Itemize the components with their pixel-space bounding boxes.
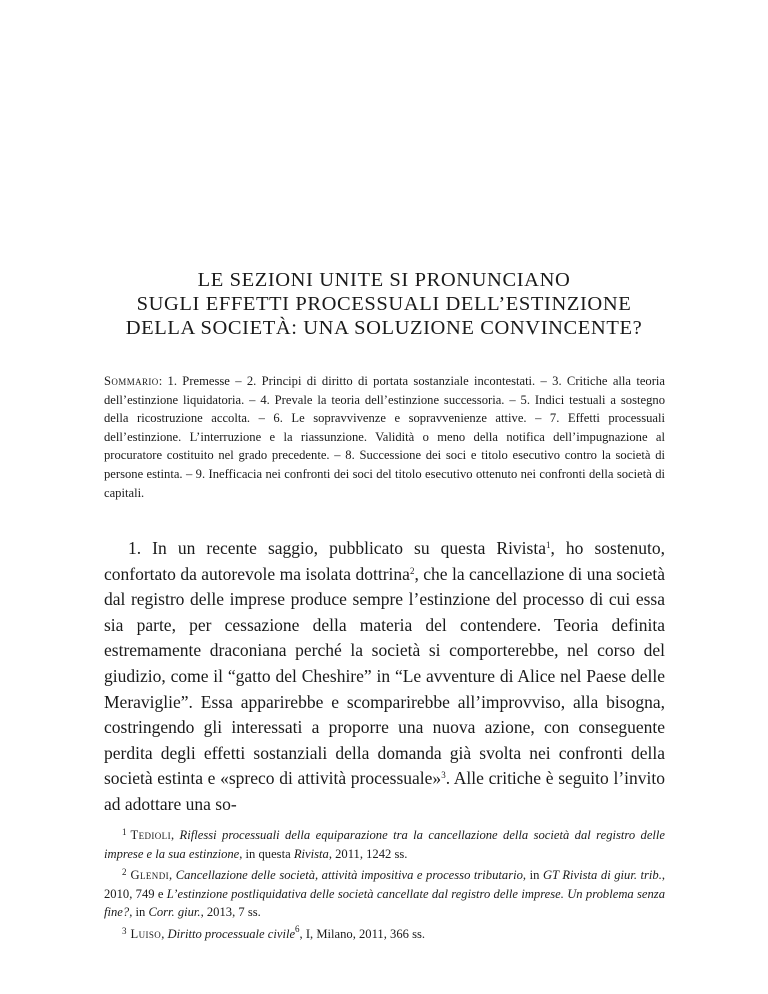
footnote-ref-2[interactable]: 2 <box>409 565 415 576</box>
footnote-number: 2 <box>122 867 127 878</box>
footnote-separator: , <box>170 828 180 842</box>
body-paragraph <box>104 536 665 818</box>
footnote-work-title-2: L’estinzione postliquidativa delle società cancellate dal registro delle imprese. Un problema senza fine? <box>104 886 666 920</box>
summary-text: : 1. Premesse – 2. Principi di diritto di portata sostanziale incontestati. – 3. Critiche alla teoria dell’estinzione liquidatoria. – 4. Prevale la teoria dell’estinzione successoria. – 5. Indici testuali a sostegno della ricostruzione accolta. – 6. Le sopravvivenze e sopravvenienze attive. – 7. Effetti processuali dell’estinzione. L’interruzione e la riassunzione. Validità o meno della notifica dell’impugnazione al procuratore costituito nel grado precedente. – 8. Successione dei soci e titolo esecutivo contro la società di persone estinta. – 9. Inefficacia nei confronti dei soci del titolo esecutivo ottenuto nei confronti della società di capitali. <box>104 374 665 500</box>
footnote-text: , in <box>522 868 543 883</box>
footnote-text-3: , in <box>129 905 149 920</box>
footnote-separator: , <box>169 868 176 883</box>
footnotes <box>104 823 665 944</box>
footnote-1 <box>104 823 665 863</box>
title-line-1: LE SEZIONI UNITE SI PRONUNCIANO <box>197 269 571 291</box>
footnote-edition: 6 <box>295 923 300 934</box>
summary-label: Sommario <box>104 374 159 388</box>
footnote-2 <box>104 863 665 922</box>
footnote-tail: , 2011, 1242 ss. <box>328 846 408 861</box>
footnote-separator: , <box>161 926 168 941</box>
footnote-3 <box>104 922 665 944</box>
footnote-ref-3[interactable]: 3 <box>441 770 446 781</box>
footnote-number: 1 <box>122 827 127 837</box>
footnote-ref-1[interactable]: 1 <box>546 540 551 550</box>
footnote-work-title: Cancellazione delle società, attività impositiva e processo tributario <box>175 868 523 883</box>
body-text-part-1: 1. In un recente saggio, pubblicato su questa Rivista <box>128 538 546 558</box>
footnote-journal: GT Rivista di giur. trib. <box>542 868 662 883</box>
summary <box>104 372 665 502</box>
footnote-tail: 2013, 7 ss. <box>203 905 261 920</box>
footnote-work-title: Diritto processuale civile <box>167 926 296 941</box>
footnote-author: Glendi <box>130 868 169 883</box>
footnote-author: Tedioli <box>130 828 171 842</box>
footnote-number: 3 <box>122 925 127 936</box>
title-line-2: SUGLI EFFETTI PROCESSUALI DELL’ESTINZIONE <box>136 293 632 315</box>
footnote-work-title: Riflessi processuali della equiparazione tra la cancellazione della società dal registro delle imprese e la sua estinzione <box>104 828 666 861</box>
footnote-journal-2: Corr. giur., <box>148 905 204 920</box>
footnote-author: Luiso <box>130 926 162 941</box>
title-line-3: DELLA SOCIETÀ: UNA SOLUZIONE CONVINCENTE? <box>125 317 643 339</box>
footnote-text-2: , 2010, 749 e <box>104 868 666 901</box>
footnote-journal: Rivista <box>293 846 329 861</box>
body-text-part-2: , ho sostenuto, confortato da autorevole ma isolata dottrina <box>104 538 665 584</box>
footnote-text: , in questa <box>239 846 294 861</box>
article-title <box>80 268 688 340</box>
body-text-part-3: , che la cancellazione di una società dal registro delle imprese produce sempre l’estinzione del processo di cui essa sia parte, per cessazione della materia del contendere. Teoria definita estremamente draconiana perché la società si comporterebbe, nel corso del giudizio, come il “gatto del Cheshire” in “Le avventure di Alice nel Paese delle Meraviglie”. Essa apparirebbe e scomparirebbe all’improvviso, alla bisogna, costringendo gli interessati a proporre una nuova azione, con conseguente perdita degli effetti sostanziali della domanda già svolta nei confronti della società estinta e «spreco di attività processuale» <box>104 563 665 789</box>
footnote-tail: , I, Milano, 2011, 366 ss. <box>299 926 426 941</box>
body-text-part-4: . Alle critiche è seguito l’invito ad adottare una so- <box>104 768 665 814</box>
